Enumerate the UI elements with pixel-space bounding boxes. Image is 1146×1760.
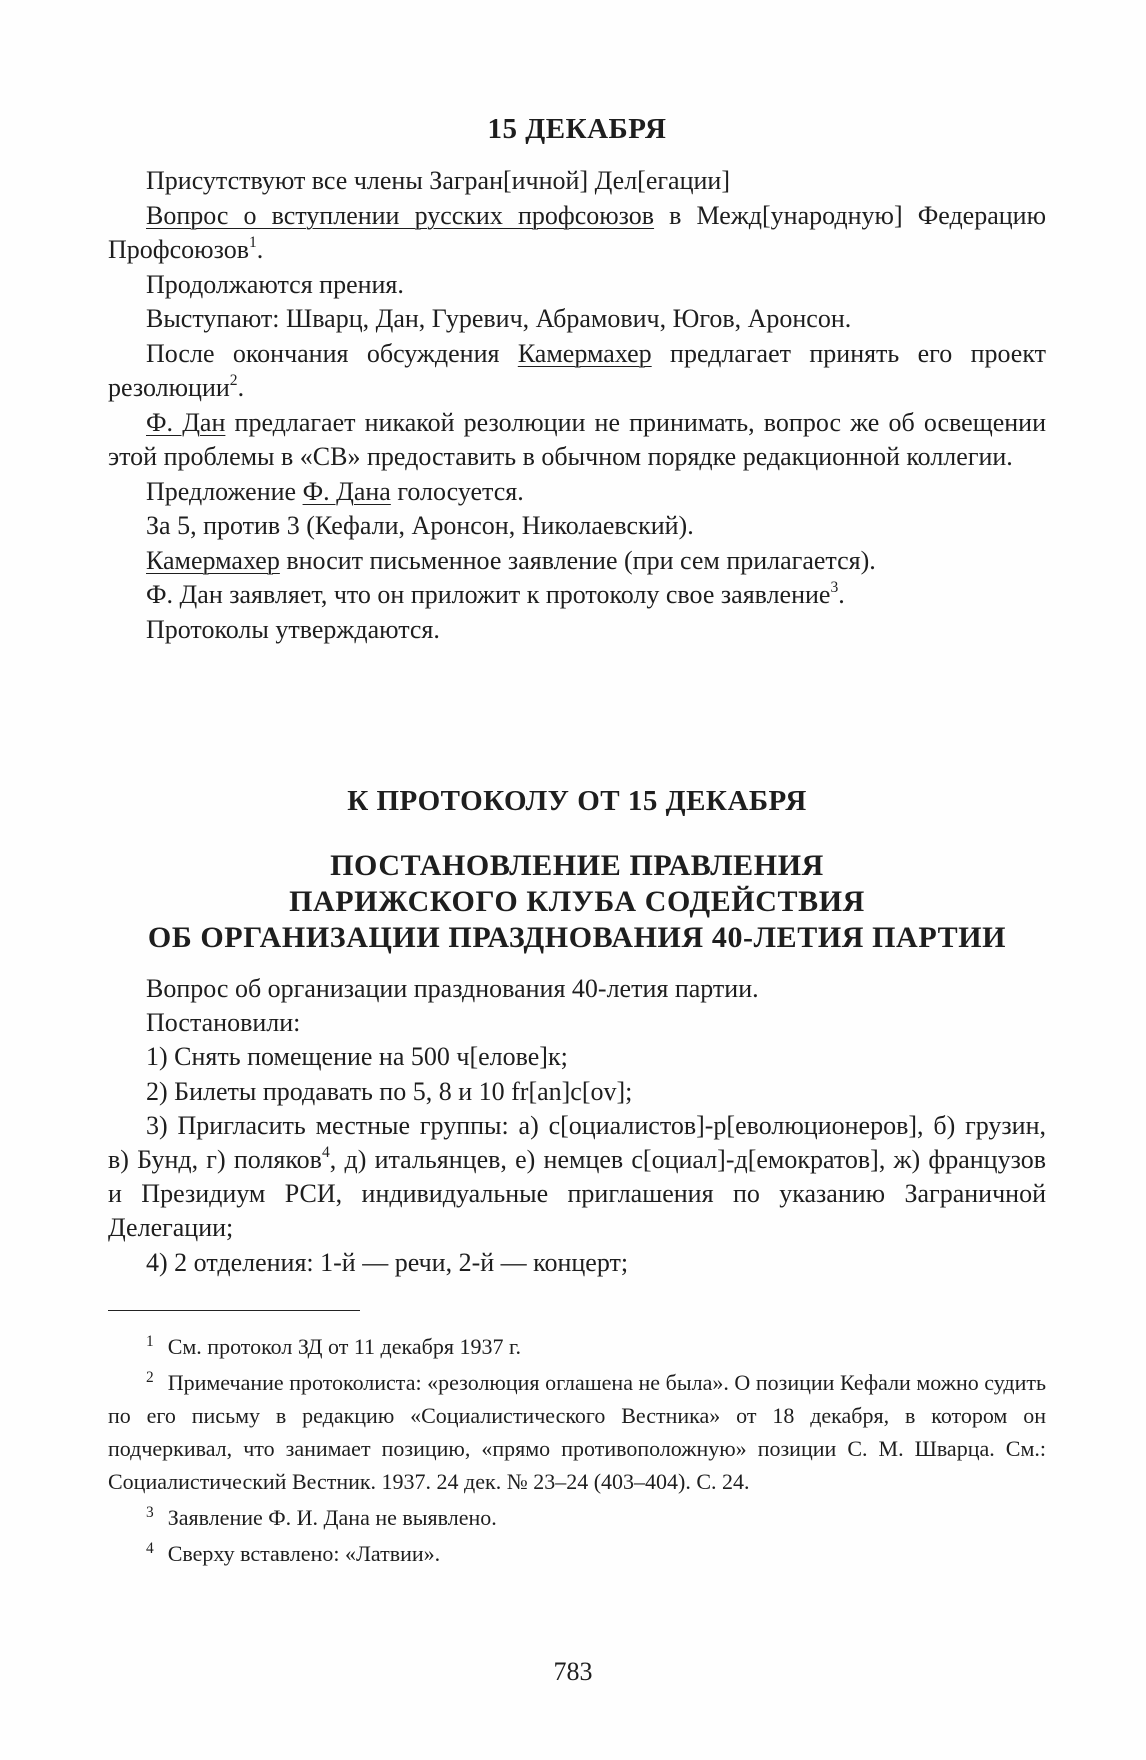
footnote-number: 4	[146, 1540, 154, 1558]
protocol-body	[108, 164, 1046, 647]
footnote-text: Заявление Ф. И. Дана не выявлено.	[167, 1505, 497, 1530]
vote-result-paragraph: За 5, против 3 (Кефали, Аронсон, Николаевский).	[146, 511, 694, 540]
vote-name: Ф. Дана	[302, 476, 391, 506]
resolution-item-4: 4) 2 отделения: 1-й — речи, 2-й — концерт;	[146, 1247, 629, 1277]
dan-name: Ф. Дан	[146, 407, 226, 437]
footnote-ref-3: 3	[830, 579, 839, 597]
after-discussion-rest: предлагает принять его проект резолюции	[108, 338, 1046, 402]
resolution-body	[108, 972, 1046, 1280]
attendance-paragraph: Присутствуют все члены Загран[ичной] Дел[егации]	[146, 166, 730, 195]
vote-suffix: голосуется.	[390, 476, 524, 506]
item3-text-start: 3) Пригласить местные группы: а) с[оциалистов]-р[еволюционеров], б) грузин, в) Бунд, г) поляков	[108, 1110, 1046, 1175]
section-title-15-december: 15 ДЕКАБРЯ	[487, 113, 667, 145]
subtitle-line-2: ПАРИЖСКОГО КЛУБА СОДЕЙСТВИЯ	[289, 885, 865, 918]
resolution-item-1: 1) Снять помещение на 500 ч[елове]к;	[146, 1042, 568, 1072]
footnote-number: 2	[146, 1369, 154, 1387]
question-paragraph: Вопрос о вступлении русских профсоюзов в Межд[ународную] Федерацию Профсоюзов$^1$.	[108, 200, 1047, 264]
footnote-3	[108, 1501, 1046, 1534]
footnotes	[108, 1330, 1046, 1573]
dan-proposal-text: предлагает никакой резолюции не принимать, вопрос же об освещении этой проблемы в «СВ» предоставить в обычном порядке редакционной коллегии.	[108, 407, 1046, 471]
resolution-question: Вопрос об организации празднования 40-летия партии.	[146, 974, 759, 1003]
statement-paragraph	[108, 544, 1046, 579]
dan-proposal-paragraph	[108, 406, 1046, 475]
footnote-text: См. протокол ЗД от 11 декабря 1937 г.	[167, 1334, 521, 1359]
footnote-ref-4: 4	[321, 1144, 330, 1162]
after-discussion-text: После окончания обсуждения	[146, 338, 518, 368]
footnote-text: Сверху вставлено: «Латвии».	[167, 1541, 441, 1566]
footnote-ref-1: 1	[248, 234, 257, 252]
resolution-item-2: 2) Билеты продавать по 5, 8 и 10 fr[an]c[ov];	[146, 1076, 633, 1106]
footnote-2	[108, 1366, 1046, 1498]
approved-paragraph: Протоколы утверждаются.	[146, 614, 440, 644]
speakers-paragraph: Выступают: Шварц, Дан, Гуревич, Абрамович, Югов, Аронсон.	[146, 304, 852, 333]
resolution-subtitle	[108, 848, 1046, 956]
subtitle-line-1: ПОСТАНОВЛЕНИЕ ПРАВЛЕНИЯ	[330, 849, 824, 882]
footnote-separator	[108, 1310, 360, 1311]
debate-paragraph: Продолжаются прения.	[146, 269, 404, 299]
statement-rest: вносит письменное заявление (при сем прилагается).	[279, 545, 876, 575]
vote-prefix: Предложение	[146, 476, 303, 506]
section-title-attachment: К ПРОТОКОЛУ ОТ 15 ДЕКАБРЯ	[347, 785, 807, 817]
footnote-4	[108, 1537, 1046, 1570]
resolution-item-3	[108, 1109, 1046, 1246]
page-number: 783	[553, 1657, 593, 1686]
subtitle-line-3: ОБ ОРГАНИЗАЦИИ ПРАЗДНОВАНИЯ 40-ЛЕТИЯ ПАРТИИ	[147, 921, 1007, 954]
footnote-number: 3	[146, 1504, 154, 1522]
resolution-resolved: Постановили:	[146, 1008, 301, 1038]
footnote-1	[108, 1330, 1046, 1363]
dan-statement-paragraph: Ф. Дан заявляет, что он приложит к протоколу свое заявление$^3$.	[146, 579, 845, 609]
statement-name: Камермахер	[146, 545, 280, 575]
footnote-ref-2: 2	[229, 372, 238, 390]
item3-text-end: , д) итальянцев, е) немцев с[оциал]-д[емократов], ж) французов и Президиум РСИ, индивидуальные приглашения по указанию Заграничной Делегации;	[108, 1145, 1046, 1243]
kamermakher-name: Камермахер	[517, 338, 652, 368]
vote-paragraph	[108, 475, 1046, 510]
question-rest: в Межд[ународную] Федерацию Профсоюзов	[108, 200, 1047, 264]
after-discussion-paragraph: После окончания обсуждения Камермахер предлагает принять его проект резолюции$^2$.	[108, 338, 1046, 402]
footnote-text: Примечание протоколиста: «резолюция оглашена не была». О позиции Кефали можно судить по его письму в редакцию «Социалистического Вестника» от 18 декабря, в котором он подчеркивал, что занимает позицию, «прямо противоположную» позиции С. М. Шварца. См.: Социалистический Вестник. 1937. 24 дек. № 23–24 (403–404). С. 24.	[108, 1370, 1046, 1494]
dan-statement-text: Ф. Дан заявляет, что он приложит к протоколу свое заявление	[146, 580, 831, 609]
footnote-number: 1	[146, 1333, 154, 1351]
question-underlined: Вопрос о вступлении русских профсоюзов	[146, 200, 655, 230]
